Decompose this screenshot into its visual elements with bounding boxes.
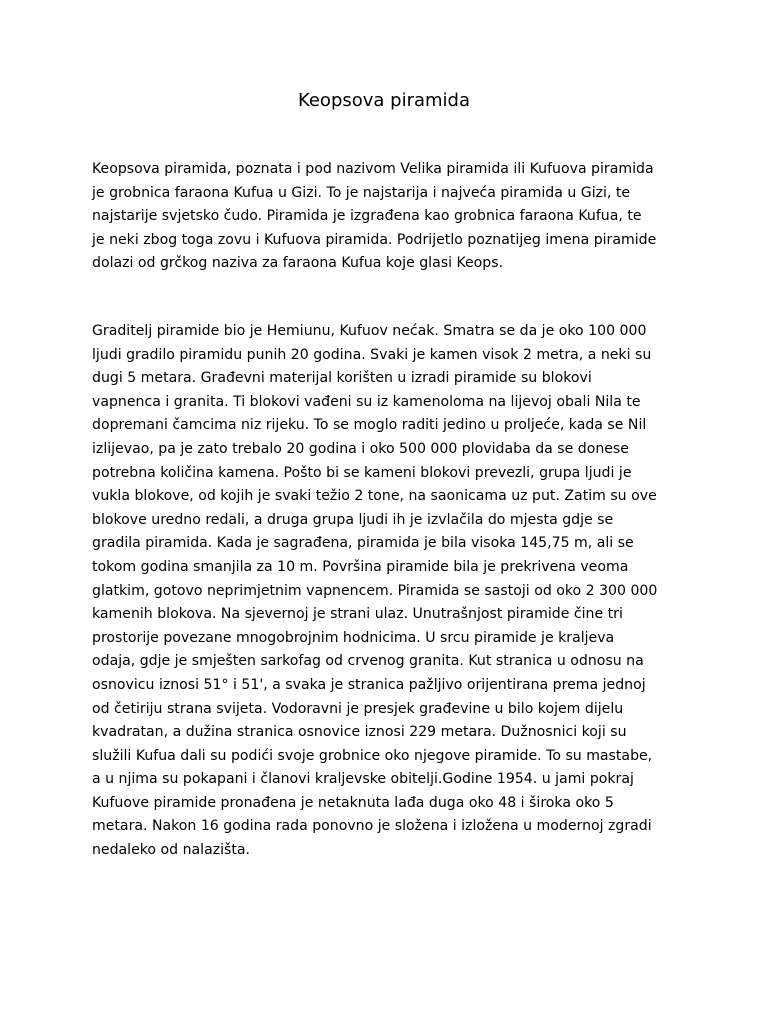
text-line: najstarije svjetsko čudo. Piramida je izgrađena kao grobnica faraona Kufua, te xyxy=(92,208,642,225)
text-line: od četiriju strana svijeta. Vodoravni je presjek građevine u bilo kojem dijelu xyxy=(92,700,624,717)
text-line: tokom godina smanjila za 10 m. Površina piramide bila je prekrivena veoma xyxy=(92,558,629,575)
text-line: vapnenca i granita. Ti blokovi vađeni su iz kamenoloma na lijevoj obali Nila te xyxy=(92,393,641,410)
text-line: metara. Nakon 16 godina rada ponovno je složena i izložena u modernoj zgradi xyxy=(92,818,652,835)
text-line: blokove uredno redali, a druga grupa ljudi ih je izvlačila do mjesta gdje se xyxy=(92,511,614,528)
text-line: dolazi od grčkog naziva za faraona Kufua koje glasi Keops. xyxy=(92,255,504,272)
text-line: služili Kufua dali su podići svoje grobnice oko njegove piramide. To su mastabe, xyxy=(92,747,653,764)
paragraph-construction xyxy=(92,320,682,863)
text-line: gradila piramida. Kada je sagrađena, piramida je bila visoka 145,75 m, ali se xyxy=(92,535,634,552)
text-line: potrebna količina kamena. Pošto bi se kameni blokovi prevezli, grupa ljudi je xyxy=(92,464,632,481)
text-line: je neki zbog toga zovu i Kufuova piramida. Podrijetlo poznatijeg imena piramide xyxy=(92,231,657,248)
text-line: dugi 5 metara. Građevni materijal korišten u izradi piramide su blokovi xyxy=(92,370,592,387)
text-line: kvadratan, a dužina stranica osnovice iznosi 229 metara. Dužnosnici koji su xyxy=(92,724,627,741)
text-line: dopremani čamcima niz rijeku. To se moglo raditi jedino u proljeće, kada se Nil xyxy=(92,417,647,434)
text-line: glatkim, gotovo neprimjetnim vapnencem. Piramida se sastoji od oko 2 300 000 xyxy=(92,582,658,599)
document-title: Keopsova piramida xyxy=(297,90,471,111)
text-line: vukla blokove, od kojih je svaki težio 2 tone, na saonicama uz put. Zatim su ove xyxy=(92,488,657,505)
text-line: Graditelj piramide bio je Hemiunu, Kufuov nećak. Smatra se da je oko 100 000 xyxy=(92,323,647,339)
paragraph-intro xyxy=(92,158,682,276)
text-line: Keopsova piramida, poznata i pod nazivom Velika piramida ili Kufuova piramida xyxy=(92,161,654,177)
text-line: je grobnica faraona Kufua u Gizi. To je najstarija i najveća piramida u Gizi, te xyxy=(92,184,631,201)
text-line: osnovicu iznosi 51° i 51', a svaka je stranica pažljivo orijentirana prema jednoj xyxy=(92,676,646,693)
text-line: odaja, gdje je smješten sarkofag od crvenog granita. Kut stranica u odnosu na xyxy=(92,653,644,670)
text-line: kamenih blokova. Na sjevernoj je strani ulaz. Unutrašnjost piramide čine tri xyxy=(92,606,623,623)
text-line: a u njima su pokapani i članovi kraljevske obitelji.Godine 1954. u jami pokraj xyxy=(92,771,634,788)
text-line: nedaleko od nalazišta. xyxy=(92,842,251,859)
text-line: ljudi gradilo piramidu punih 20 godina. Svaki je kamen visok 2 metra, a neki su xyxy=(92,346,652,363)
text-line: izlijevao, pa je zato trebalo 20 godina i oko 500 000 plovidaba da se donese xyxy=(92,440,629,457)
text-line: prostorije povezane mnogobrojnim hodnicima. U srcu piramide je kraljeva xyxy=(92,629,615,646)
text-line: Kufuove piramide pronađena je netaknuta lađa duga oko 48 i široka oko 5 xyxy=(92,794,614,811)
